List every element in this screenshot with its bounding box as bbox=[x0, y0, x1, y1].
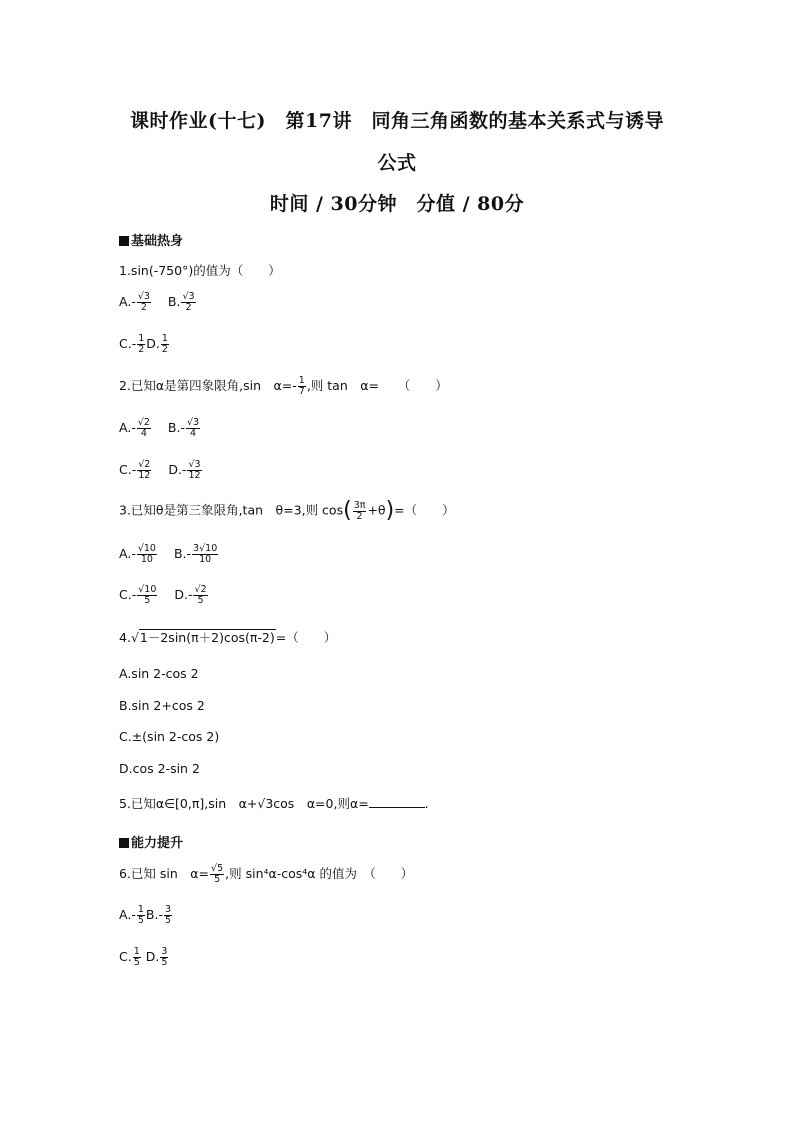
question-3-options-ab bbox=[119, 544, 231, 565]
q1-option-c: C.- $\frac{1}{2}$ bbox=[119, 333, 145, 355]
question-3-options-cd bbox=[119, 585, 221, 606]
q6-option-d: D. $\frac{3}{5}$ bbox=[145, 946, 168, 968]
q4-option-a: A.sin 2-cos 2 bbox=[119, 666, 199, 681]
q2-option-b: B.- $\frac{√3}{4}$ bbox=[167, 417, 200, 439]
q2-option-d: D.- $\frac{√3}{12}$ bbox=[168, 459, 201, 481]
question-1-stem: 1.sin(-750°)的值为（ ） bbox=[119, 263, 281, 278]
question-6-options-ab bbox=[119, 905, 173, 926]
q4-option-b: B.sin 2+cos 2 bbox=[119, 698, 205, 713]
q1-option-d: D. $\frac{1}{2}$ bbox=[146, 333, 168, 355]
title-line-1: 课时作业(十七) 第17讲 同角三角函数的基本关系式与诱导 bbox=[130, 110, 664, 132]
section-basic bbox=[119, 230, 183, 249]
q2-option-c: C.- $\frac{√2}{12}$ bbox=[119, 459, 151, 481]
section-ability-label: 能力提升 bbox=[131, 836, 184, 851]
question-6-options-cd bbox=[119, 947, 169, 968]
title-line-2: 公式 bbox=[377, 152, 417, 174]
answer-blank[interactable] bbox=[369, 797, 425, 808]
square-bullet-icon bbox=[119, 236, 129, 246]
q1-option-b: B. $\frac{√3}{2}$ bbox=[167, 291, 195, 313]
q3-option-a: A.- $\frac{√10}{10}$ bbox=[119, 543, 156, 565]
q6-option-b: B.- $\frac{3}{5}$ bbox=[145, 904, 171, 926]
question-4-stem: 4.√1－2sin(π＋2)cos(π-2)=（ ） bbox=[119, 630, 337, 645]
square-root: √1－2sin(π＋2)cos(π-2) bbox=[130, 630, 275, 645]
question-2-options-ab bbox=[119, 418, 213, 439]
question-2-stem: 2.已知α是第四象限角,sin α=- $\frac{1}{7}$ ,则 tan α= （ ） bbox=[119, 375, 448, 397]
q6-option-a: A.- $\frac{1}{5}$ bbox=[119, 904, 144, 926]
subtitle: 时间 / 30分钟 分值 / 80分 bbox=[269, 193, 525, 215]
q3-option-c: C.- $\frac{√10}{5}$ bbox=[119, 584, 157, 606]
section-ability bbox=[119, 832, 183, 851]
q2-option-a: A.- $\frac{√2}{4}$ bbox=[119, 417, 150, 439]
question-1-options-ab bbox=[119, 292, 209, 313]
q4-option-d: D.cos 2-sin 2 bbox=[119, 761, 200, 776]
q3-option-d: D.- $\frac{√2}{5}$ bbox=[174, 584, 207, 606]
square-bullet-icon bbox=[119, 838, 129, 848]
question-3-stem: 3.已知θ是第三象限角,tan θ=3,则 cos( $\frac{3\pi}{2}$ +θ)=（ ） bbox=[119, 498, 455, 523]
q1-option-a: A.- $\frac{√3}{2}$ bbox=[119, 291, 150, 313]
question-1-options-cd bbox=[119, 334, 170, 355]
q4-option-c: C.±(sin 2-cos 2) bbox=[119, 729, 220, 744]
section-basic-label: 基础热身 bbox=[131, 234, 184, 249]
question-2-options-cd bbox=[119, 460, 215, 481]
q6-option-c: C. $\frac{1}{5}$ bbox=[119, 946, 140, 968]
q3-option-b: B.- $\frac{3√10}{10}$ bbox=[173, 543, 218, 565]
question-6-stem: 6.已知 sin α= $\frac{√5}{5}$ ,则 sin⁴α-cos⁴α 的值为 （ ） bbox=[119, 863, 414, 885]
question-5-stem: 5.已知α∈[0,π],sin α+√3cos α=0,则α= . bbox=[119, 796, 429, 811]
